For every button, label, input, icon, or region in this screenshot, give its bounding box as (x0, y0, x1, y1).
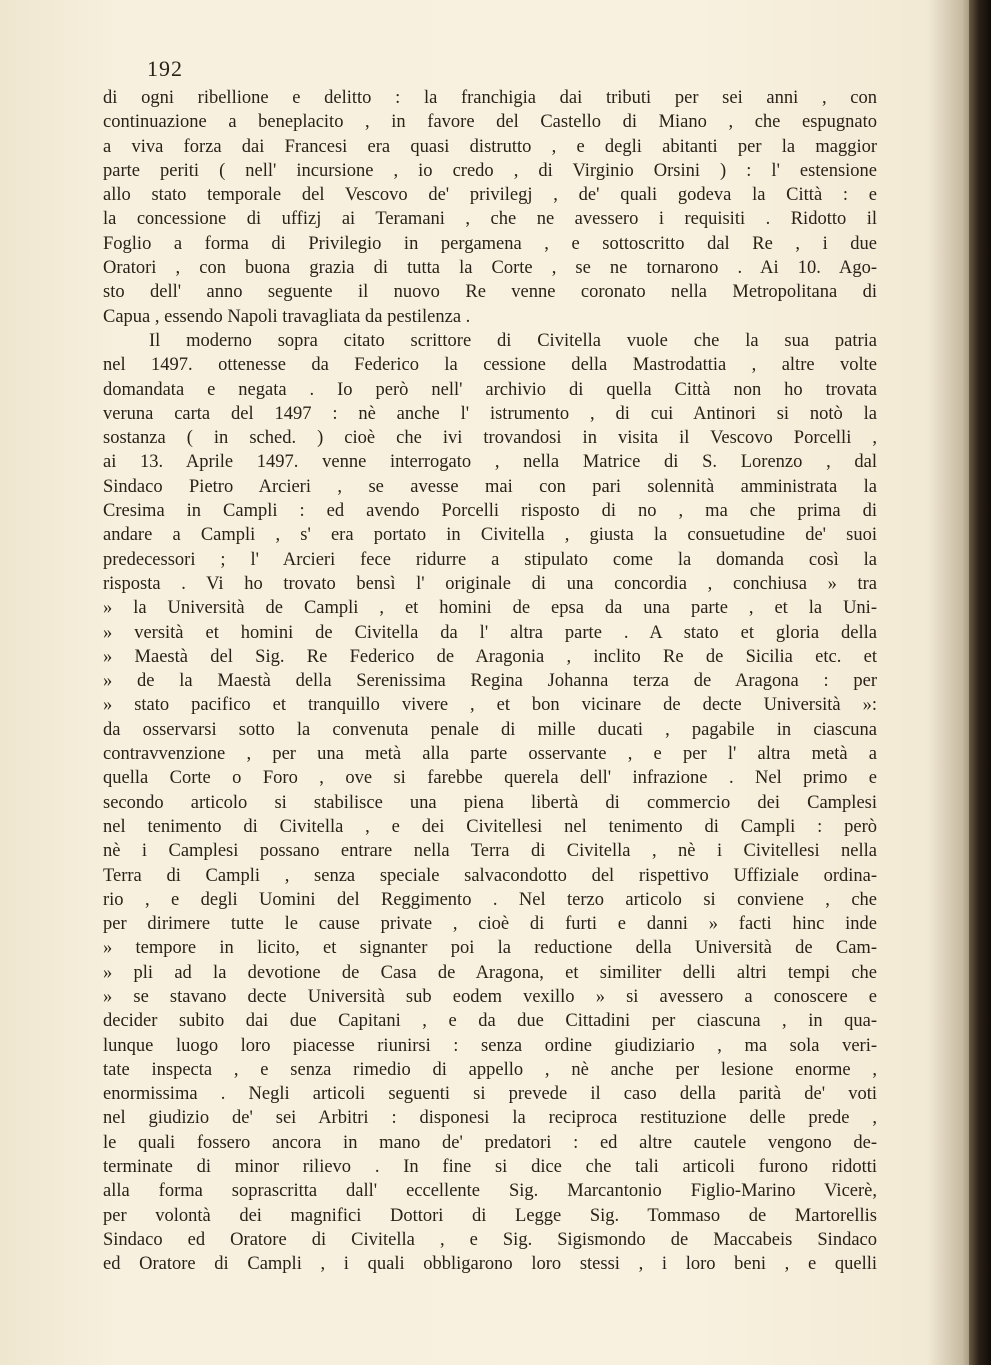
text-line: risposta . Vi ho trovato bensì l' originale di una concordia , conchiusa » tra (103, 573, 877, 594)
page-edge (969, 0, 991, 1365)
text-line: di ogni ribellione e delitto : la franchigia dai tributi per sei anni , con (103, 88, 877, 108)
text-line: andare a Campli , s' era portato in Civitella , giusta la consuetudine de' suoi (103, 525, 877, 546)
text-line: » se stavano decte Università sub eodem vexillo » si avessero a conoscere e (103, 986, 877, 1007)
text-line: domandata e negata . Io però nell' archivio di quella Città non ho trovata (103, 379, 877, 400)
text-line: continuazione a beneplacito , in favore del Castello di Miano , che espugnato (103, 112, 877, 133)
text-line: tate inspecta , e senza rimedio di appello , nè anche per lesione enorme , (103, 1059, 877, 1080)
text-line: » stato pacifico et tranquillo vivere , et bon vicinare de decte Università »: (103, 695, 877, 716)
text-line: nè i Camplesi possano entrare nella Terra di Civitella , nè i Civitellesi nella (103, 841, 877, 862)
text-line: » versità et homini de Civitella da l' altra parte . A stato et gloria della (103, 622, 877, 643)
text-line: nel 1497. ottenesse da Federico la cessione della Mastrodattia , altre volte (103, 355, 877, 376)
paragraph-start-line: Il moderno sopra citato scrittore di Civitella vuole che la sua patria (149, 330, 877, 351)
text-line: decider subito dai due Capitani , e da due Cittadini per ciascuna , in qua- (103, 1011, 877, 1032)
text-line: » pli ad la devotione de Casa de Aragona, et similiter delli altri tempi che (103, 962, 877, 983)
text-line: Sindaco Pietro Arcieri , se avesse mai con pari solennità amministrata la (103, 476, 877, 497)
text-line: sto dell' anno seguente il nuovo Re venne coronato nella Metropolitana di (103, 282, 877, 303)
text-line: allo stato temporale del Vescovo de' privilegj , de' quali godeva la Città : e (103, 185, 877, 206)
text-line: contravvenzione , per una metà alla parte osservante , e per l' altra metà a (103, 744, 877, 765)
text-line: le quali fossero ancora in mano de' predatori : ed altre cautele vengono de- (103, 1132, 877, 1153)
text-line: Terra di Campli , senza speciale salvacondotto del rispettivo Uffiziale ordina- (103, 865, 877, 886)
text-line: Oratori , con buona grazia di tutta la Corte , se ne tornarono . Ai 10. Ago- (103, 258, 877, 279)
text-line: rio , e degli Uomini del Reggimento . Nel terzo articolo si conviene , che (103, 889, 877, 910)
text-line: ed Oratore di Campli , i quali obbligarono loro stessi , i loro beni , e quelli (103, 1254, 877, 1275)
text-line: lunque luogo loro piacesse riunirsi : senza ordine giudiziario , ma sola veri- (103, 1035, 877, 1056)
text-line: quella Corte o Foro , ove si farebbe querela dell' infrazione . Nel primo e (103, 768, 877, 789)
text-line: veruna carta del 1497 : nè anche l' istrumento , di cui Antinori si notò la (103, 403, 877, 424)
text-line: nel tenimento di Civitella , e dei Civitellesi nel tenimento di Campli : però (103, 816, 877, 837)
text-line: Capua , essendo Napoli travagliata da pestilenza . (103, 306, 471, 327)
text-line: secondo articolo si stabilisce una piena libertà di commercio dei Camplesi (103, 792, 877, 813)
text-line: la concessione di uffizj ai Teramani , che ne avessero i requisiti . Ridotto il (103, 209, 877, 230)
page-number: 192 (147, 56, 183, 81)
text-line: da osservarsi sotto la convenuta penale di mille ducati , pagabile in ciascuna (103, 719, 877, 740)
text-line: per dirimere tutte le cause private , cioè di furti e danni » facti hinc inde (103, 914, 877, 935)
text-line: enormissima . Negli articoli seguenti si prevede il caso della parità de' voti (103, 1084, 877, 1105)
text-line: » la Università de Campli , et homini de epsa da una parte , et la Uni- (103, 598, 877, 619)
text-line: alla forma soprascritta dall' eccellente Sig. Marcantonio Figlio-Marino Vicerè, (103, 1181, 877, 1202)
text-line: per volontà dei magnifici Dottori di Legge Sig. Tommaso de Martorellis (103, 1205, 877, 1226)
text-line: ai 13. Aprile 1497. venne interrogato , nella Matrice di S. Lorenzo , dal (103, 452, 877, 473)
text-line: sostanza ( in sched. ) cioè che ivi trovandosi in visita il Vescovo Porcelli , (103, 428, 877, 449)
text-line: Cresima in Campli : ed avendo Porcelli risposto di no , ma che prima di (103, 501, 877, 522)
text-line: » tempore in licito, et signanter poi la reductione della Università de Cam- (103, 938, 877, 959)
text-line: » de la Maestà della Serenissima Regina Johanna terza de Aragona : per (103, 671, 877, 692)
text-line: parte periti ( nell' incursione , io credo , di Virginio Orsini ) : l' estensione (103, 160, 877, 181)
body-text (103, 86, 877, 1277)
text-line: » Maestà del Sig. Re Federico de Aragonia , inclito Re de Sicilia etc. et (103, 646, 877, 667)
text-line: Sindaco ed Oratore di Civitella , e Sig. Sigismondo de Maccabeis Sindaco (103, 1229, 877, 1250)
text-line: Foglio a forma di Privilegio in pergamena , e sottoscritto dal Re , i due (103, 233, 877, 254)
text-line: terminate di minor rilievo . In fine si dice che tali articoli furono ridotti (103, 1157, 877, 1178)
text-line: a viva forza dai Francesi era quasi distrutto , e degli abitanti per la maggior (103, 136, 877, 157)
text-line: predecessori ; l' Arcieri fece ridurre a stipulato come la domanda così la (103, 549, 877, 570)
text-line: nel giudizio de' sei Arbitri : disponesi la reciproca restituzione delle prede , (103, 1108, 877, 1129)
